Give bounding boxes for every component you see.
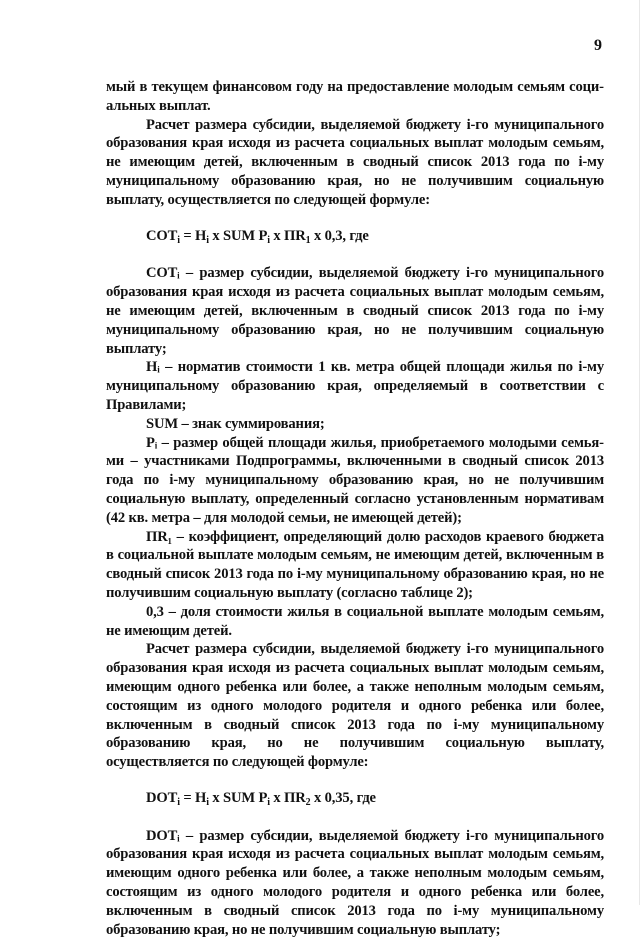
paragraph-continuation: мый в текущем финансовом году на предоставление молодым семьям социальных выплат. <box>106 79 604 114</box>
formula-cot-symbol: СОТ <box>146 227 178 244</box>
paragraph-pr1-definition: ПR₁ – коэффициент, определяющий долю расходов краевого бюджета в социальной выплате молодым семьям, не имеющим детей, включенным в сводный список 2013 года по і-му муниципальному образованию края, но не получившим социальную выплату (согласно таблице 2); <box>106 528 604 601</box>
formula-term: = H <box>179 227 207 244</box>
formula-subscript: i <box>267 796 270 808</box>
formula-tail: x 0,3, где <box>310 227 369 244</box>
formula-subscript: i <box>206 796 209 808</box>
formula-cot <box>106 227 604 246</box>
formula-subscript: i <box>206 234 209 246</box>
document-body <box>106 78 604 939</box>
paragraph-p-definition: Рᵢ – размер общей площади жилья, приобретаемого молодыми семьями – участниками Подпрограммы, включенными в сводный список 2013 года по і-му муниципальному образованию края, но не получившим социальную выплату, определенный согласно установленным нормативам (42 кв. метра – для молодой семьи, не имеющей детей); <box>106 434 604 526</box>
formula-term: x ПR <box>269 789 306 806</box>
formula-subscript: 2 <box>305 796 311 808</box>
paragraph-cot-definition: СОТᵢ – размер субсидии, выделяемой бюджету і-го муниципального образования края исходя из расчета социальных выплат молодым семьям, не имеющим детей, включенным в сводный список 2013 года по і-му муниципальному образованию края, но не получившим социальную выплату; <box>106 265 604 357</box>
formula-dot <box>106 789 604 808</box>
paragraph-share-definition: 0,3 – доля стоимости жилья в социальной выплате молодым семьям, не имеющим детей. <box>106 603 604 639</box>
paragraph-cot-intro: Расчет размера субсидии, выделяемой бюджету і-го муниципального образования края исходя из расчета социальных выплат молодым семьям, не имеющим детей, включенным в сводный список 2013 года по і-му муниципальному образованию края, но не получившим социальную выплату, осуществляется по следующей формуле: <box>106 116 604 208</box>
formula-subscript: i <box>177 234 180 246</box>
formula-term: x SUM P <box>208 227 268 244</box>
paragraph-sum-definition: SUM – знак суммирования; <box>146 415 325 432</box>
page-number: 9 <box>594 37 602 54</box>
formula-term: x SUM P <box>208 789 268 806</box>
formula-dot-symbol: DOT <box>146 789 178 806</box>
paragraph-dot-definition: DOTᵢ – размер субсидии, выделяемой бюджету і-го муниципального образования края исходя из расчета социальных выплат молодым семьям, имеющим одного ребенка или более, а также неполным молодым семьям, состоящим из одного молодого родителя и одного ребенка или более, включенным в сводный список 2013 года по і-му муниципальному образованию края, но не получившим социальную выплату; <box>106 827 604 938</box>
formula-subscript: i <box>177 796 180 808</box>
paragraph-dot-intro: Расчет размера субсидии, выделяемой бюджету і-го муниципального образования края исходя из расчета социальных выплат молодым семьям, имеющим одного ребенка или более, а также неполным молодым семьям, состоящим из одного молодого родителя и одного ребенка или более, включенным в сводный список 2013 года по і-му муниципальному образованию края, но не получившим социальную выплату, осуществляется по следующей формуле: <box>106 641 604 771</box>
formula-tail: x 0,35, где <box>310 789 376 806</box>
formula-subscript: i <box>267 234 270 246</box>
formula-term: = H <box>179 789 207 806</box>
formula-term: x ПR <box>269 227 306 244</box>
formula-subscript: 1 <box>305 234 311 246</box>
paragraph-h-definition: Нᵢ – норматив стоимости 1 кв. метра общей площади жилья по і-му муниципальному образованию края, определяемый в соответствии с Правилами; <box>106 359 604 413</box>
